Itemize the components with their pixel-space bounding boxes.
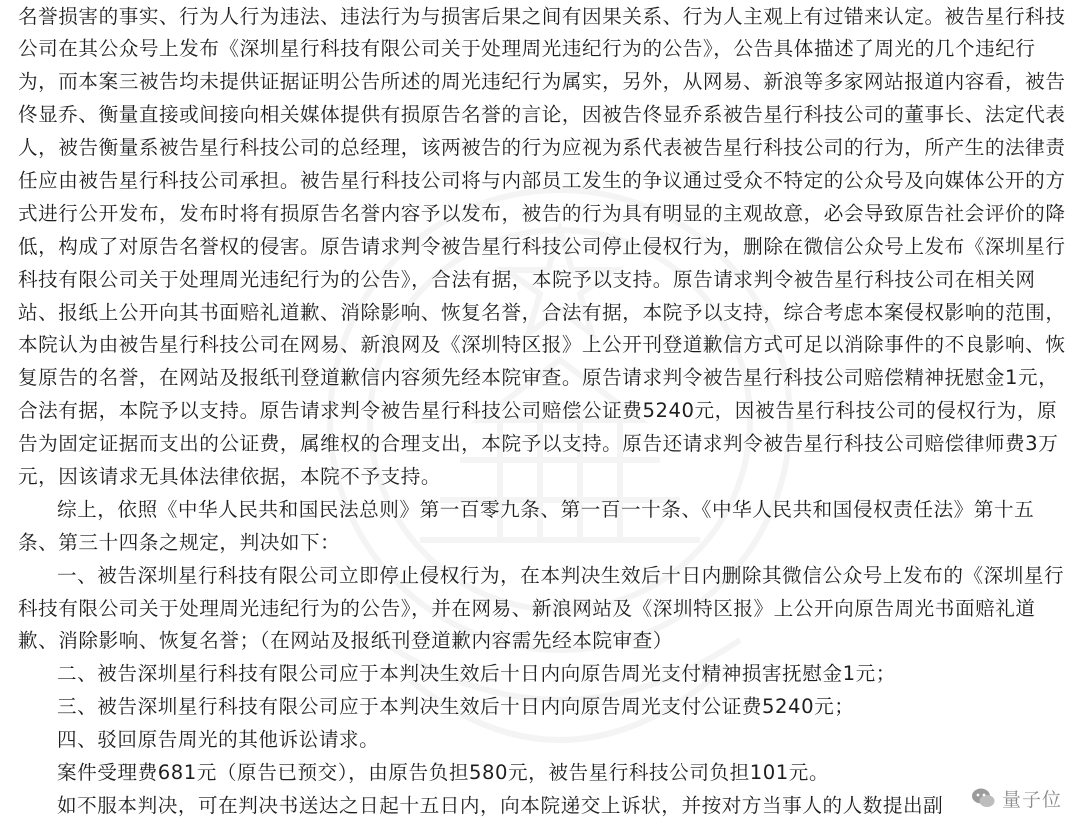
text-line: 低，构成了对原告名誉权的侵害。原告请求判令被告星行科技公司停止侵权行为，删除在微信公众号上发布《深圳星行 (18, 235, 1066, 258)
text-line: 一、被告深圳星行科技有限公司立即停止侵权行为，在本判决生效后十日内删除其微信公众号上发布的《深圳星行 (57, 564, 1065, 587)
text-line: 综上，依照《中华人民共和国民法总则》第一百零九条、第一百一十条、《中华人民共和国侵权责任法》第十五 (57, 498, 1035, 521)
text-line: 告为固定证据而支出的公证费，属维权的合理支出，本院予以支持。原告还请求判令被告星行科技公司赔偿律师费3万 (18, 432, 1059, 455)
text-line: 复原告的名誉，在网站及报纸刊登道歉信内容须先经本院审查。原告请求判令被告星行科技公司赔偿精神抚慰金1元， (18, 366, 1059, 389)
text-line: 条、第三十四条之规定，判决如下： (18, 531, 341, 554)
text-line: 佟显乔、衡量直接或间接向相关媒体提供有损原告名誉的言论，因被告佟显乔系被告星行科技公司的董事长、法定代表 (18, 103, 1066, 126)
text-line: 任应由被告星行科技公司承担。被告星行科技公司将与内部员工发生的争议通过受众不特定的公众号及向媒体公开的方 (18, 169, 1066, 192)
wechat-bubble-icon (970, 785, 996, 811)
text-line: 四、驳回原告周光的其他诉讼请求。 (57, 728, 380, 751)
text-line: 公司在其公众号上发布《深圳星行科技有限公司关于处理周光违纪行为的公告》，公告具体描述了周光的几个违纪行 (18, 37, 1036, 60)
text-line: 科技有限公司关于处理周光违纪行为的公告》，合法有据，本院予以支持。原告请求判令被告星行科技公司在相关网 (18, 268, 1036, 291)
text-line: 合法有据，本院予以支持。原告请求判令被告星行科技公司赔偿公证费5240元，因被告星行科技公司的侵权行为，原 (18, 399, 1058, 422)
text-line: 名誉损害的事实、行为人行为违法、违法行为与损害后果之间有因果关系、行为人主观上有过错来认定。被告星行科技 (18, 5, 1066, 28)
text-line: 本院认为由被告星行科技公司在网易、新浪网及《深圳特区报》上公开刊登道歉信方式可足以消除事件的不良影响、恢 (18, 333, 1066, 356)
text-line: 案件受理费681元（原告已预交），由原告负担580元，被告星行科技公司负担101元。 (57, 761, 830, 784)
text-line: 科技有限公司关于处理周光违纪行为的公告》，并在网易、新浪网站及《深圳特区报》上公开向原告周光书面赔礼道 (18, 597, 1036, 620)
text-line: 如不服本判决，可在判决书送达之日起十五日内，向本院递交上诉状，并按对方当事人的人数提出副 (57, 794, 944, 817)
source-watermark (964, 781, 1072, 815)
text-line: 三、被告深圳星行科技有限公司应于本判决生效后十日内向原告周光支付公证费5240元； (57, 695, 855, 718)
text-line: 站、报纸上公开向其书面赔礼道歉、消除影响、恢复名誉，合法有据，本院予以支持，综合考虑本案侵权影响的范围， (18, 301, 1066, 324)
text-line: 为，而本案三被告均未提供证据证明公告所述的周光违纪行为属实，另外，从网易、新浪等多家网站报道内容看，被告 (18, 70, 1066, 93)
text-line: 人，被告衡量系被告星行科技公司的总经理，该两被告的行为应视为系代表被告星行科技公司的行为，所产生的法律责 (18, 136, 1066, 159)
watermark-text: 量子位 (1001, 788, 1062, 811)
text-line: 式进行公开发布，发布时将有损原告名誉内容予以发布，被告的行为具有明显的主观故意，必会导致原告社会评价的降 (18, 202, 1066, 225)
text-line: 二、被告深圳星行科技有限公司应于本判决生效后十日内向原告周光支付精神损害抚慰金1元； (57, 662, 896, 685)
text-line: 元，因该请求无具体法律依据，本院不予支持。 (18, 465, 442, 488)
text-line: 歉、消除影响、恢复名誉；（在网站及报纸刊登道歉内容需先经本院审查） (18, 629, 673, 652)
